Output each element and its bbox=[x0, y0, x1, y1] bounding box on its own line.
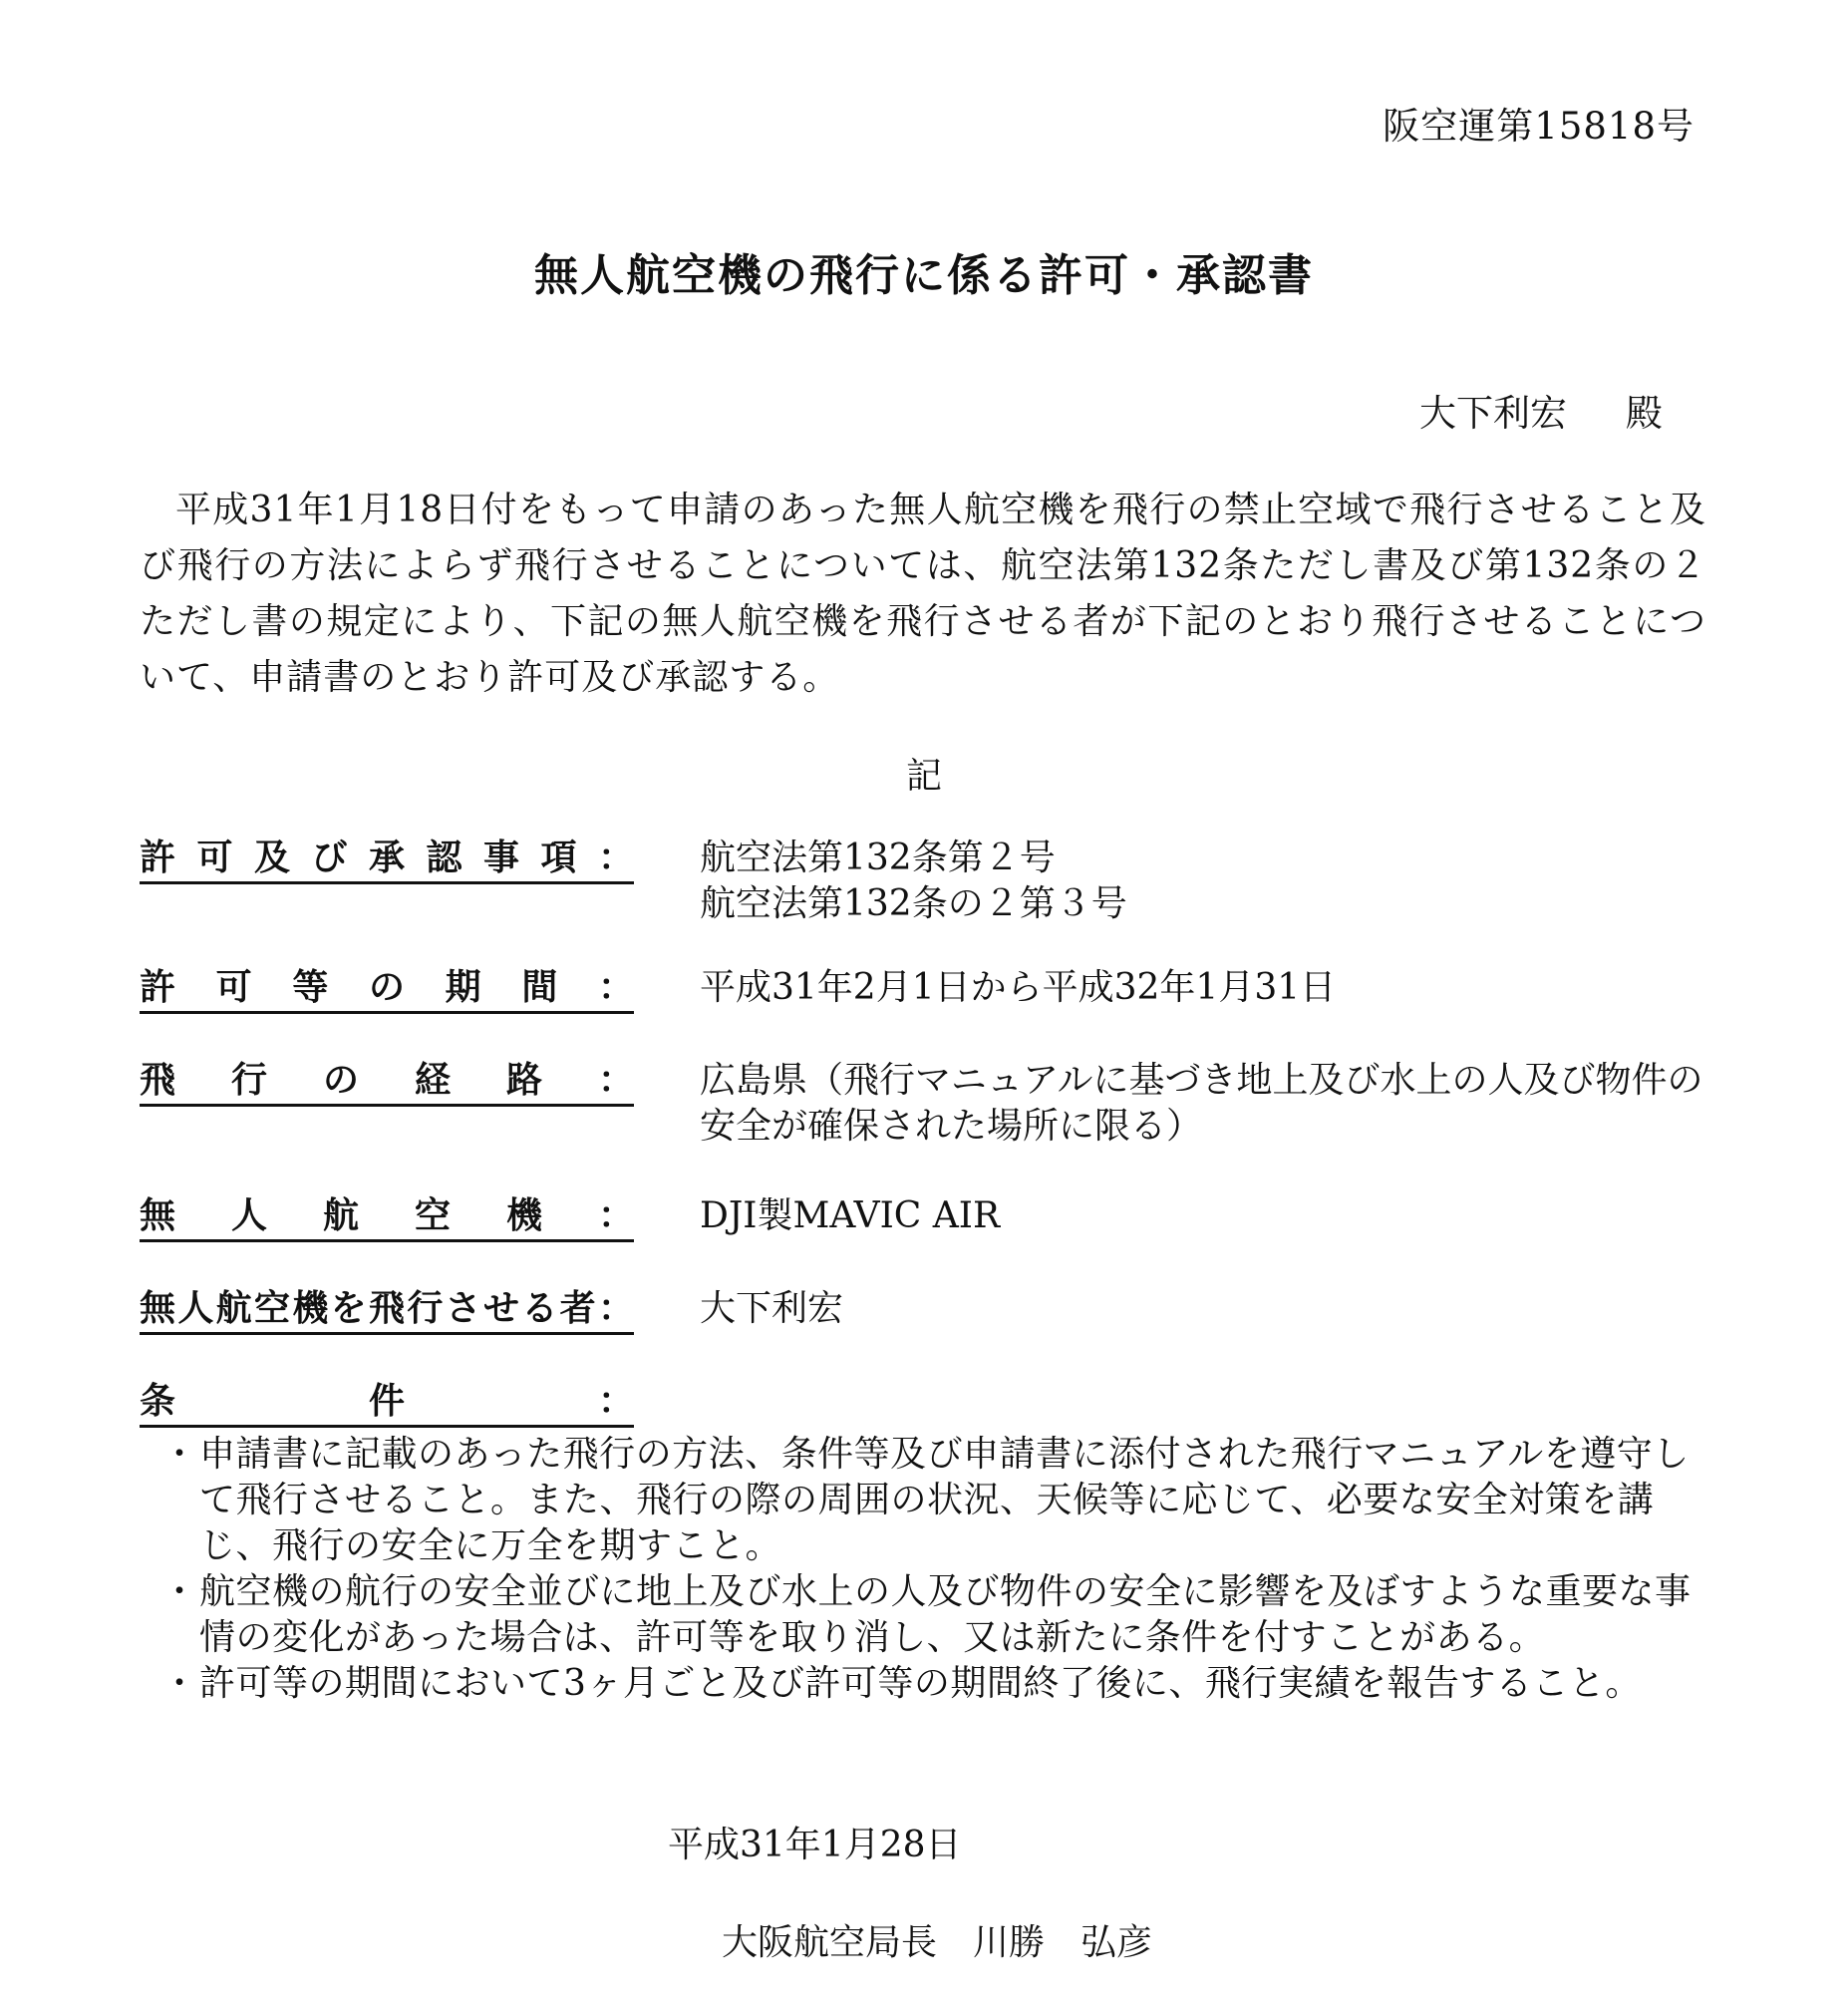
item-label-approval-matters: 許可及び承認事項： bbox=[140, 836, 634, 884]
document-title: 無人航空機の飛行に係る許可・承認書 bbox=[534, 250, 1314, 301]
item-value-route: 広島県（飛行マニュアルに基づき地上及び水上の人及び物件の安全が確保された場所に限る） bbox=[700, 1060, 1703, 1147]
item-label-operator: 無人航空機を飛行させる者： bbox=[140, 1286, 634, 1335]
item-conditions bbox=[140, 1379, 1708, 1428]
item-label-period: 許可等の期間： bbox=[140, 965, 634, 1014]
approval-matter-line: 航空法第132条の２第３号 bbox=[700, 883, 1127, 924]
body-text: 平成31年1月18日付をもって申請のあった無人航空機を飛行の禁止空域で飛行させること及び飛行の方法によらず飛行させることについては、航空法第132条ただし書及び第132条の２ただし書の規定により、下記の無人航空機を飛行させる者が下記のとおり飛行させることについて、申請書のとおり許可及び承認する。 bbox=[140, 490, 1706, 698]
item-value-operator: 大下利宏 bbox=[700, 1288, 844, 1329]
condition-item: ・ 許可等の期間において3ヶ月ごと及び許可等の期間終了後に、飛行実績を報告すること。 bbox=[175, 1661, 1704, 1707]
issue-date: 平成31年1月28日 bbox=[668, 1825, 962, 1865]
items-section bbox=[140, 836, 1708, 1428]
ki-heading: 記 bbox=[905, 756, 942, 797]
item-value-period: 平成31年2月1日から平成32年1月31日 bbox=[700, 967, 1337, 1008]
addressee-name: 大下利宏 bbox=[1419, 392, 1567, 435]
document-number: 阪空運第15818号 bbox=[1383, 105, 1694, 148]
item-route bbox=[140, 1058, 1708, 1150]
addressee bbox=[1419, 383, 1663, 437]
item-value-aircraft: DJI製MAVIC AIR bbox=[700, 1195, 1001, 1236]
item-label-conditions: 条件： bbox=[140, 1379, 634, 1428]
item-operator bbox=[140, 1286, 1708, 1335]
issuer-office: 大阪航空局長 bbox=[722, 1922, 938, 1963]
condition-item: ・ 航空機の航行の安全並びに地上及び水上の人及び物件の安全に影響を及ぼすような重要な事情の変化があった場合は、許可等を取り消し、又は新たに条件を付すことがある。 bbox=[175, 1569, 1704, 1661]
item-approval-matters bbox=[140, 836, 1708, 927]
item-aircraft bbox=[140, 1193, 1708, 1242]
item-value-approval-matters bbox=[700, 836, 1708, 927]
issuer-name: 川勝 弘彦 bbox=[973, 1922, 1153, 1963]
conditions-list bbox=[175, 1432, 1704, 1707]
approval-matter-line: 航空法第132条第２号 bbox=[700, 838, 1056, 878]
item-label-route: 飛行の経路： bbox=[140, 1058, 634, 1107]
item-period bbox=[140, 965, 1708, 1014]
addressee-honorific: 殿 bbox=[1625, 392, 1663, 435]
condition-item: ・ 申請書に記載のあった飛行の方法、条件等及び申請書に添付された飛行マニュアルを遵守して飛行させること。また、飛行の際の周囲の状況、天候等に応じて、必要な安全対策を講じ、飛行の安全に万全を期すこと。 bbox=[175, 1432, 1704, 1569]
item-label-aircraft: 無人航空機： bbox=[140, 1193, 634, 1242]
issuer bbox=[722, 1914, 1152, 1965]
